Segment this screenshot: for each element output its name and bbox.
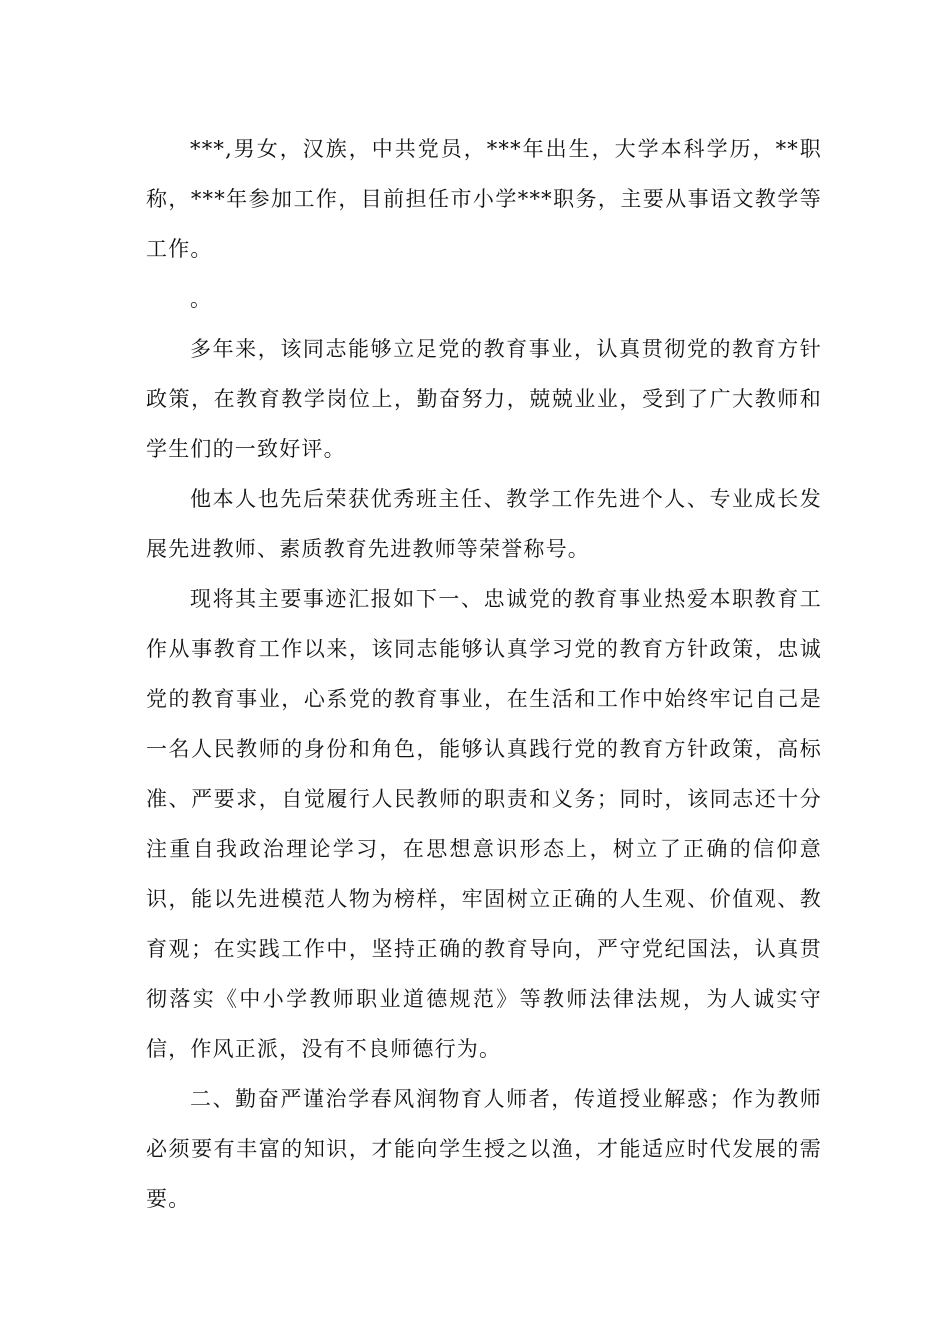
paragraph-overview: 多年来，该同志能够立足党的教育事业，认真贯彻党的教育方针政策，在教育教学岗位上，勤奋努力，兢兢业业，受到了广大教师和学生们的一致好评。 bbox=[146, 337, 822, 461]
paragraph-section-one: 现将其主要事迹汇报如下一、忠诚党的教育事业热爱本职教育工作从事教育工作以来，该同志能够认真学习党的教育方针政策，忠诚党的教育事业，心系党的教育事业，在生活和工作中始终牢记自己是一名人民教师的身份和角色，能够认真践行党的教育方针政策，高标准、严要求，自觉履行人民教师的职责和义务；同时，该同志还十分注重自我政治理论学习，在思想意识形态上，树立了正确的信仰意识，能以先进模范人物为榜样，牢固树立正确的人生观、价值观、教育观；在实践工作中，坚持正确的教育导向，严守党纪国法，认真贯彻落实《中小学教师职业道德规范》等教师法律法规，为人诚实守信，作风正派，没有不良师德行为。 bbox=[146, 587, 822, 1061]
document-body bbox=[146, 124, 822, 1224]
paragraph-period: 。 bbox=[190, 287, 213, 311]
paragraph-honors: 他本人也先后荣获优秀班主任、教学工作先进个人、专业成长发展先进教师、素质教育先进教师等荣誉称号。 bbox=[146, 487, 822, 561]
paragraph-section-two: 二、勤奋严谨治学春风润物育人师者，传道授业解惑；作为教师必须要有丰富的知识，才能向学生授之以渔，才能适应时代发展的需要。 bbox=[146, 1087, 822, 1211]
paragraph-intro: ***,男女，汉族，中共党员，***年出生，大学本科学历，**职称，***年参加工作，目前担任市小学***职务，主要从事语文教学等工作。 bbox=[146, 137, 822, 261]
